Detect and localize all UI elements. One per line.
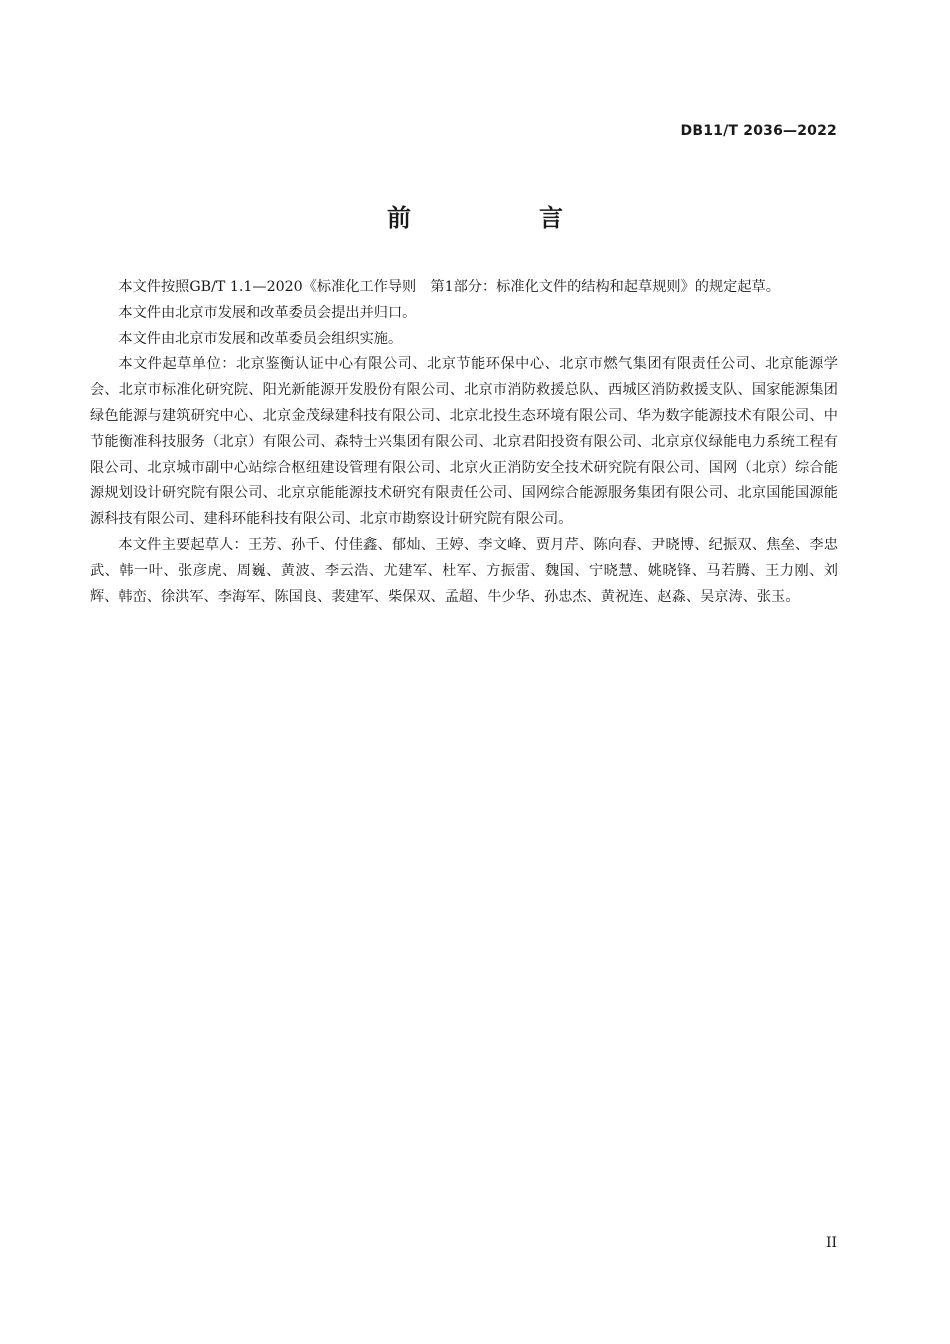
paragraph-implementer: 本文件由北京市发展和改革委员会组织实施。 — [118, 330, 403, 347]
paragraph-drafting-basis: 本文件按照GB/T 1.1—2020《标准化工作导则 第1部分：标准化文件的结构和起草规则》的规定起草。 — [118, 279, 780, 295]
page-number: II — [825, 1235, 837, 1251]
paragraph-drafting-units: 本文件起草单位：北京鉴衡认证中心有限公司、北京节能环保中心、北京市燃气集团有限责任公司、北京能源学会、北京市标准化研究院、阳光新能源开发股份有限公司、北京市消防救援总队、西城区消防救援支队、国家能源集团绿色能源与建筑研究中心、北京金茂绿建科技有限公司、北京北投生态环境有限公司、华为数字能源技术有限公司、中节能衡准科技服务（北京）有限公司、森特士兴集团有限公司、北京君阳投资有限公司、北京京仪绿能电力系统工程有限公司、北京城市副中心站综合枢纽建设管理有限公司、北京火正消防安全技术研究院有限公司、国网（北京）综合能源规划设计研究院有限公司、北京京能能源技术研究有限责任公司、国网综合能源服务集团有限公司、北京国能国源能源科技有限公司、建科环能科技有限公司、北京市勘察设计研究院有限公司。 — [90, 356, 838, 528]
document-body — [90, 275, 838, 610]
document-code: DB11/T 2036—2022 — [680, 123, 837, 139]
paragraph-proposer: 本文件由北京市发展和改革委员会提出并归口。 — [118, 304, 417, 321]
page-title: 前 言 — [387, 204, 615, 232]
paragraph-drafters: 本文件主要起草人：王芳、孙千、付佳鑫、郁灿、王婷、李文峰、贾月芹、陈向春、尹晓博、纪振双、焦垒、李忠武、韩一叶、张彦虎、周巍、黄波、李云浩、尤建军、杜军、方振雷、魏国、宁晓慧、姚晓锋、马若腾、王力刚、刘辉、韩峦、徐洪军、李海军、陈国良、裴建军、柴保双、孟超、牛少华、孙忠杰、黄祝连、赵淼、吴京涛、张玉。 — [90, 536, 838, 605]
